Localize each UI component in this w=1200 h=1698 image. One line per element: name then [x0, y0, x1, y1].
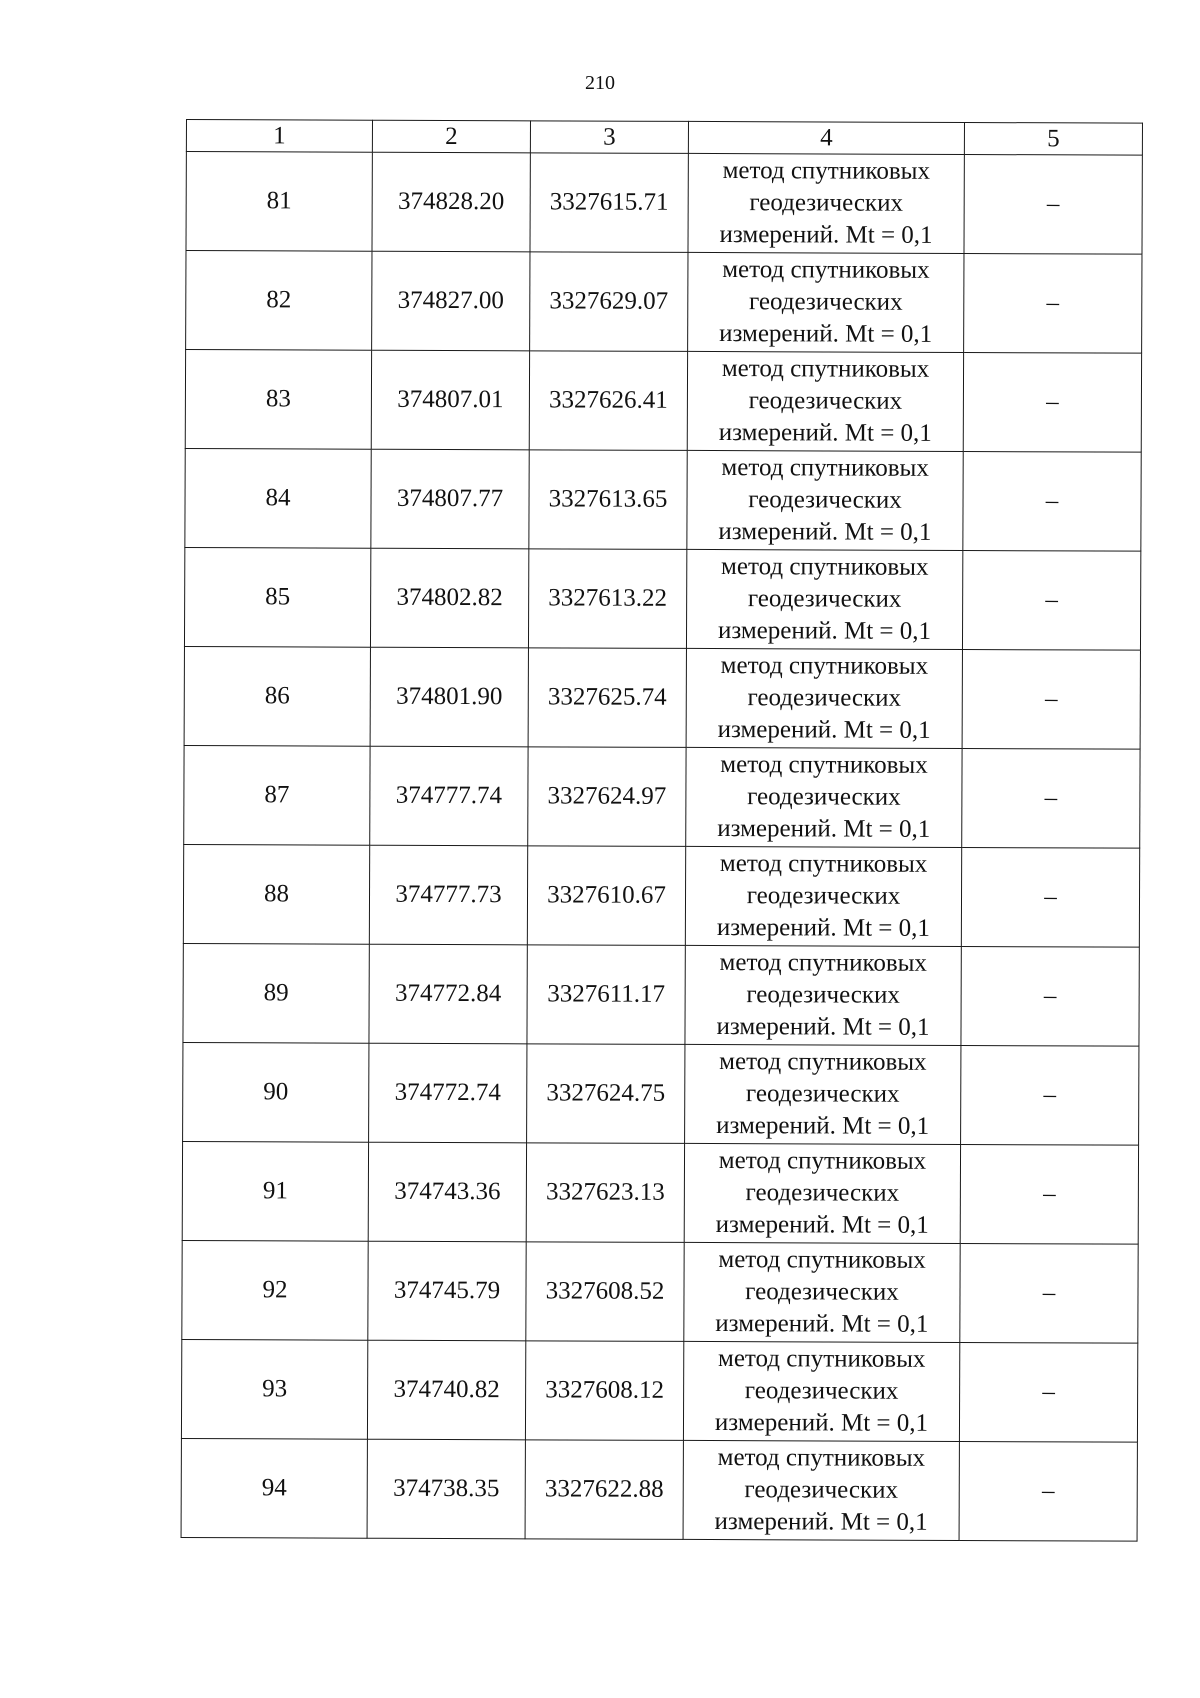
method-line: измерений. Mt = 0,1	[715, 1211, 929, 1239]
x-coordinate-cell: 374807.01	[371, 350, 529, 450]
method-line: метод спутниковых	[719, 850, 928, 878]
point-number-cell: 90	[183, 1042, 369, 1142]
method-line: геодезических	[747, 585, 902, 613]
method-line: измерений. Mt = 0,1	[717, 716, 931, 744]
x-coordinate-cell: 374745.79	[368, 1241, 526, 1341]
method-line: метод спутниковых	[722, 256, 930, 284]
y-coordinate-cell: 3327608.12	[525, 1341, 683, 1441]
method-cell	[686, 549, 962, 649]
method-line: геодезических	[747, 783, 901, 811]
method-cell	[683, 1440, 959, 1540]
method-cell	[685, 1044, 961, 1144]
method-line: геодезических	[748, 486, 902, 514]
y-coordinate-cell: 3327624.75	[527, 1044, 685, 1144]
table-row	[186, 152, 1142, 255]
x-coordinate-cell: 374772.74	[369, 1043, 527, 1143]
table-row	[181, 1339, 1137, 1442]
method-line: геодезических	[747, 684, 902, 712]
method-line: метод спутниковых	[721, 454, 929, 482]
method-line: геодезических	[746, 981, 900, 1009]
method-line: измерений. Mt = 0,1	[719, 221, 933, 249]
method-line: геодезических	[745, 1278, 899, 1306]
y-coordinate-cell: 3327626.41	[529, 351, 687, 451]
method-line: геодезических	[748, 288, 903, 316]
point-number-cell: 87	[184, 745, 370, 845]
y-coordinate-cell: 3327613.65	[529, 450, 687, 550]
y-coordinate-cell: 3327623.13	[526, 1143, 684, 1243]
table-row	[184, 745, 1140, 848]
table-row	[181, 1438, 1137, 1541]
point-number-cell: 82	[186, 251, 372, 351]
method-cell	[686, 747, 962, 847]
y-coordinate-cell: 3327624.97	[528, 747, 686, 847]
method-line: геодезических	[749, 189, 904, 217]
method-line: измерений. Mt = 0,1	[715, 1310, 929, 1338]
note-cell: –	[962, 550, 1140, 650]
x-coordinate-cell: 374777.73	[369, 845, 527, 945]
method-cell	[684, 1242, 960, 1342]
method-line: измерений. Mt = 0,1	[719, 320, 933, 348]
x-coordinate-cell: 374802.82	[370, 548, 528, 648]
point-number-cell: 94	[181, 1438, 367, 1538]
method-line: измерений. Mt = 0,1	[718, 419, 932, 447]
y-coordinate-cell: 3327622.88	[525, 1440, 683, 1540]
y-coordinate-cell: 3327613.22	[528, 549, 686, 649]
table-row	[182, 1240, 1138, 1343]
point-number-cell: 86	[184, 646, 370, 746]
method-cell	[685, 945, 961, 1045]
method-line: измерений. Mt = 0,1	[714, 1409, 929, 1437]
method-line: геодезических	[744, 1476, 899, 1504]
method-cell	[683, 1341, 959, 1441]
method-line: метод спутниковых	[720, 751, 928, 779]
method-line: геодезических	[745, 1179, 900, 1207]
table-row	[185, 350, 1141, 453]
point-number-cell: 84	[185, 448, 371, 548]
method-cell	[687, 351, 963, 451]
header-cell-1: 1	[186, 120, 372, 153]
method-cell	[686, 648, 962, 748]
method-line: метод спутниковых	[721, 355, 930, 383]
header-cell-2: 2	[372, 120, 530, 153]
table-row	[184, 547, 1140, 650]
table-body	[181, 152, 1142, 1542]
method-cell	[688, 252, 964, 352]
note-cell: –	[963, 451, 1141, 551]
table-row	[185, 448, 1141, 551]
method-line: метод спутниковых	[722, 157, 931, 185]
x-coordinate-cell: 374827.00	[372, 251, 530, 351]
point-number-cell: 89	[183, 943, 369, 1043]
x-coordinate-cell: 374807.77	[371, 449, 529, 549]
x-coordinate-cell: 374772.84	[369, 944, 527, 1044]
method-line: измерений. Mt = 0,1	[714, 1508, 928, 1536]
header-row	[186, 120, 1142, 156]
method-line: метод спутниковых	[718, 1246, 926, 1274]
method-line: измерений. Mt = 0,1	[716, 914, 930, 942]
y-coordinate-cell: 3327629.07	[530, 252, 688, 352]
x-coordinate-cell: 374743.36	[368, 1142, 526, 1242]
method-line: метод спутниковых	[717, 1444, 926, 1472]
y-coordinate-cell: 3327615.71	[530, 153, 688, 253]
method-line: измерений. Mt = 0,1	[718, 518, 932, 546]
x-coordinate-cell: 374777.74	[370, 746, 528, 846]
y-coordinate-cell: 3327611.17	[527, 945, 685, 1045]
method-line: геодезических	[746, 882, 901, 910]
method-line: метод спутниковых	[717, 1345, 926, 1373]
method-line: измерений. Mt = 0,1	[717, 617, 932, 645]
note-cell: –	[963, 352, 1141, 452]
note-cell: –	[961, 1045, 1139, 1145]
method-line: метод спутниковых	[718, 1147, 927, 1175]
note-cell: –	[961, 946, 1139, 1046]
x-coordinate-cell: 374738.35	[367, 1439, 525, 1539]
header-cell-5: 5	[964, 122, 1142, 155]
x-coordinate-cell: 374740.82	[367, 1340, 525, 1440]
method-cell	[688, 153, 964, 253]
method-line: метод спутниковых	[719, 949, 928, 977]
point-number-cell: 92	[182, 1240, 368, 1340]
method-line: измерений. Mt = 0,1	[717, 815, 931, 843]
coordinates-table	[181, 119, 1143, 1542]
note-cell: –	[959, 1342, 1137, 1442]
method-line: измерений. Mt = 0,1	[716, 1013, 930, 1041]
y-coordinate-cell: 3327625.74	[528, 648, 686, 748]
point-number-cell: 83	[185, 350, 371, 450]
note-cell: –	[964, 154, 1142, 254]
table-row	[183, 943, 1139, 1046]
table-row	[182, 1141, 1138, 1244]
header-cell-3: 3	[530, 121, 688, 154]
method-line: геодезических	[745, 1080, 900, 1108]
note-cell: –	[960, 1243, 1138, 1343]
x-coordinate-cell: 374828.20	[372, 152, 530, 252]
method-line: геодезических	[748, 387, 903, 415]
method-cell	[684, 1143, 960, 1243]
page-number: 210	[585, 72, 615, 94]
method-line: геодезических	[744, 1377, 899, 1405]
point-number-cell: 91	[182, 1141, 368, 1241]
point-number-cell: 88	[183, 844, 369, 944]
note-cell: –	[962, 649, 1140, 749]
x-coordinate-cell: 374801.90	[370, 647, 528, 747]
point-number-cell: 85	[184, 547, 370, 647]
table-row	[184, 646, 1140, 749]
method-line: метод спутниковых	[721, 553, 929, 581]
note-cell: –	[960, 1144, 1138, 1244]
table-header	[186, 120, 1142, 156]
point-number-cell: 81	[186, 152, 372, 252]
header-cell-4: 4	[688, 121, 964, 154]
y-coordinate-cell: 3327608.52	[526, 1242, 684, 1342]
table-row	[186, 251, 1142, 354]
point-number-cell: 93	[181, 1339, 367, 1439]
method-line: метод спутниковых	[720, 652, 929, 680]
method-cell	[687, 450, 963, 550]
method-cell	[685, 846, 961, 946]
method-line: метод спутниковых	[719, 1048, 927, 1076]
note-cell: –	[959, 1441, 1137, 1541]
note-cell: –	[961, 847, 1139, 947]
method-line: измерений. Mt = 0,1	[716, 1112, 930, 1140]
y-coordinate-cell: 3327610.67	[527, 846, 685, 946]
note-cell: –	[964, 253, 1142, 353]
note-cell: –	[962, 748, 1140, 848]
table-row	[183, 1042, 1139, 1145]
table-row	[183, 844, 1139, 947]
